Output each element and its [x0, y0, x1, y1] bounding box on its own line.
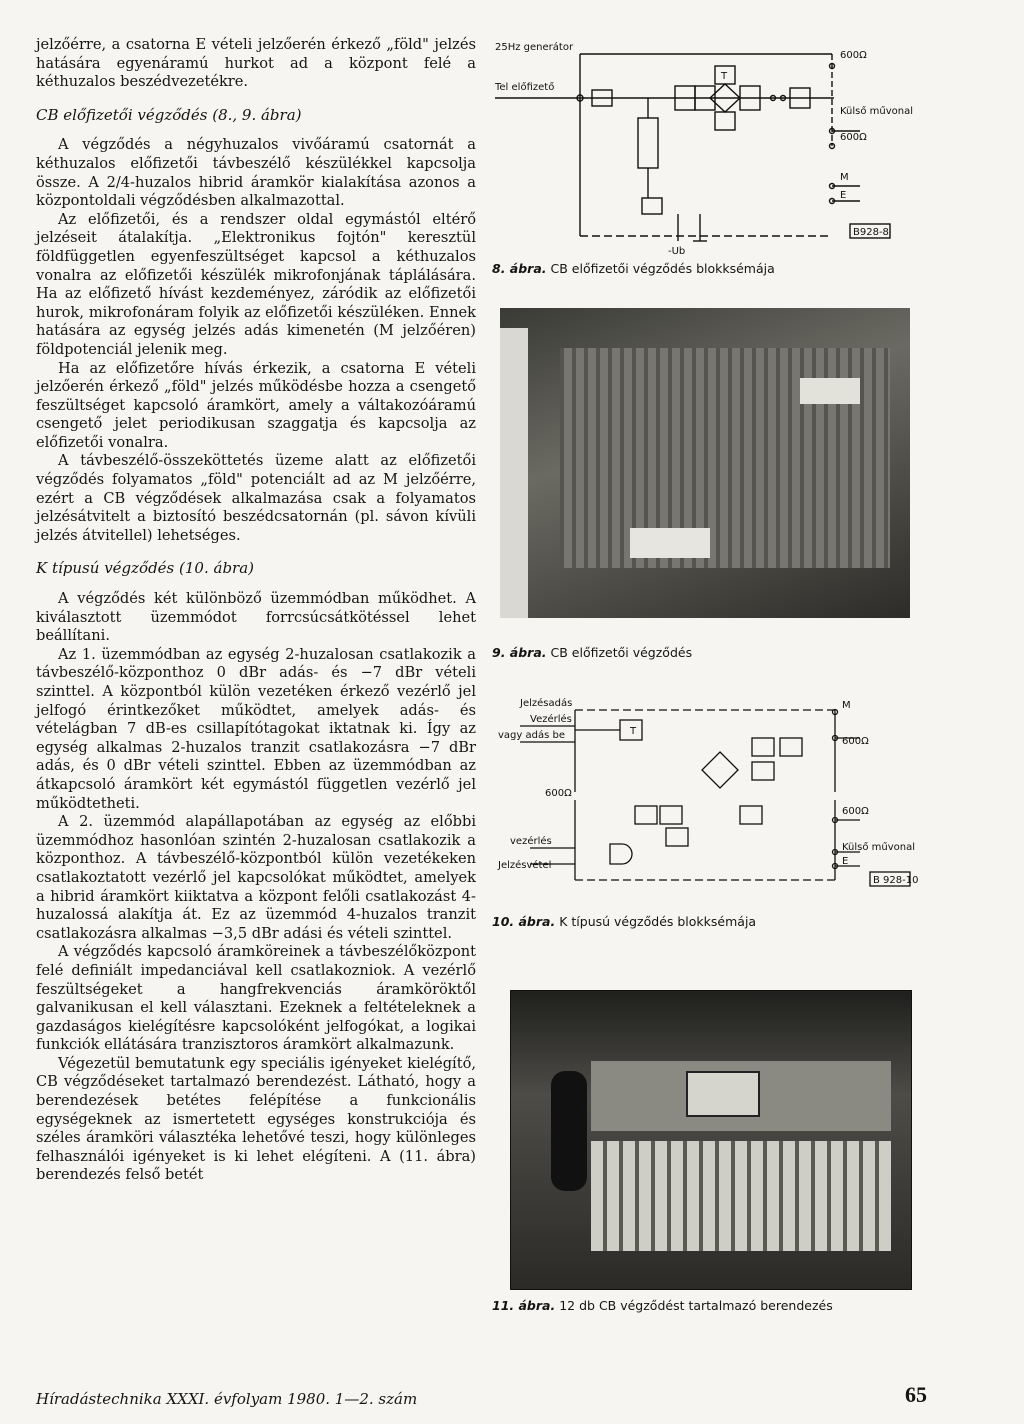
paragraph: Ha az előfizetőre hívás érkezik, a csatorna E vételi jelzőerén érkező „föld" jelzés működésbe hozza a csengető feszültséget kapcsoló áramkört, amely a váltakozóáramú csengető jelet periodikusan szaggatja és kapcsolja az előfizetői vonalra. — [36, 359, 476, 451]
fig8-label-600-b: 600Ω — [840, 132, 867, 143]
board-front-panel — [500, 328, 528, 618]
figure-8-caption — [492, 261, 775, 276]
fig8-label-e: E — [840, 190, 847, 201]
fig8-label-600-a: 600Ω — [840, 50, 867, 61]
caption-number: 11. ábra. — [492, 1298, 556, 1313]
caption-number: 10. ábra. — [492, 914, 556, 929]
paragraph: A végződés két különböző üzemmódban működhet. A kiválasztott üzemmódot forrcsúcsátkötéssel lehet beállítani. — [36, 590, 476, 645]
fig8-label-code: B928-8 — [853, 227, 889, 238]
paragraph: Végezetül bemutatunk egy speciális igényeket kielégítő, CB végződéseket tartalmazó berendezést. Látható, hogy a berendezések betétes felépítése a funkcionális egységeknek az ismertetett egységes konstrukciója és széles áramköri választéka lehetővé teszi, hogy különleges felhasználói igényeket is ki lehet elégíteni. A (11. ábra) berendezés felső betét — [36, 1054, 476, 1184]
figure-11-caption — [492, 1298, 833, 1313]
section-heading-cb: CB előfizetői végződés (8., 9. ábra) — [36, 105, 302, 124]
fig8-label-m: M — [840, 172, 849, 183]
telephone-handset — [551, 1071, 587, 1191]
paragraph: jelzőérre, a csatorna E vételi jelzőerén érkező „föld" jelzés hatására egyenáramú hurkot ad a központ felé a kéthuzalos beszédvezetékre. — [36, 36, 476, 91]
paragraph: Az 1. üzemmódban az egység 2-huzalosan csatlakozik a távbeszélő-központhoz 0 dBr adás- és −7 dBr vételi szinttel. A központból külön vezetéken érkező vezérlő jel jelfogó érintkezőket működtet, amelyek adás- és vételágban 7 dB-es csillapítótagokat iktatnak ki. Így az egység alkalmas 2-huzalos tranzit csatlakozásra −7 dBr adás, és 0 dBr vételi szinttel. Ebben az üzemmódban az átkapcsoló áramkört két egymástól független vezérlő jel működtetheti. — [36, 645, 476, 812]
figure-11-photo-equipment — [510, 990, 912, 1290]
fig10-label-kulso: Külső művonal — [842, 842, 916, 853]
figure-9-caption — [492, 645, 692, 660]
figure-10-caption — [492, 914, 756, 929]
fig10-label-600-b: 600Ω — [545, 788, 572, 799]
fig10-label-vagy-adas-be: vagy adás be — [498, 730, 565, 741]
plug-in-modules — [591, 1141, 891, 1251]
paragraph: A távbeszélő-összeköttetés üzeme alatt az előfizetői végződés folyamatos „föld" potenciált ad az M jelzőérre, ezért a CB végződések alkalmazása csak a folyamatos jelzésátvitelt a biztosító beszédcsatornán (pl. sávon kívüli jelzés átvitellel) lehetséges. — [36, 452, 476, 544]
caption-text: CB előfizetői végződés — [550, 645, 693, 660]
caption-text: 12 db CB végződést tartalmazó berendezés — [559, 1298, 833, 1313]
caption-number: 9. ábra. — [492, 645, 547, 660]
fig10-label-e: E — [842, 856, 849, 867]
fig10-label-jelzesvetel: Jelzésvétel — [498, 860, 552, 871]
page-number: 65 — [905, 1382, 927, 1407]
left-text-column — [36, 36, 476, 1185]
fig10-label-vezerles: Vezérlés — [530, 714, 572, 725]
caption-number: 8. ábra. — [492, 261, 547, 276]
fig10-label-600-a: 600Ω — [842, 736, 869, 747]
paragraph: A végződés a négyhuzalos vivőáramú csatornát a kéthuzalos előfizetői távbeszélő készülékkel kapcsolja össze. A 2/4-huzalos hibrid áramkör kialakítása azonos a központoldali végződésben alkalmazottal. — [36, 136, 476, 210]
section-heading-k: K típusú végződés (10. ábra) — [36, 559, 255, 578]
figure-9-photo-circuit-board — [500, 308, 910, 618]
fig10-label-code: B 928-10 — [873, 875, 919, 886]
fig8-label-generator: 25Hz generátor — [495, 42, 574, 53]
paragraph: Az előfizetői, és a rendszer oldal egymástól eltérő jelzéseit átalakítja. „Elektronikus fojtón" keresztül földfüggetlen egyenfeszültséget kapcsol a kéthuzalos vonalra az előfizetői készülék mikrofonjának táplálására. Ha az előfizető hívást kezdeményez, záródik az előfizetői hurok, mikrofonáram folyik az előfizetői készüléken. Ennek hatására az egység jelzés adás kimenetén (M jelzőéren) földpotenciál jelenik meg. — [36, 210, 476, 358]
fig8-label-t: T — [721, 71, 728, 82]
fig8-label-ub: -Ub — [668, 246, 686, 257]
fig10-label-jelzesadas: Jelzésadás — [520, 698, 573, 709]
caption-text: K típusú végződés blokksémája — [559, 914, 757, 929]
fig10-label-600-c: 600Ω — [842, 806, 869, 817]
paragraph: A 2. üzemmód alapállapotában az egység az előbbi üzemmódhoz hasonlóan szintén 2-huzalosan csatlakozik a központhoz. A távbeszélő-központból külön vezetékeken csatlakoztatott vezérlő jel kapcsolókat működtet, amelyek a hibrid áramkört kiiktatva a központ felőli csatlakozást 4-huzalossá alakítja át. Ez az üzemmód 4-huzalos tranzit csatlakozásra alkalmas −3,5 dBr adási és vételi szinttel. — [36, 813, 476, 942]
fig10-label-t: T — [630, 726, 637, 737]
fig8-label-kulso: Külső művonal — [840, 106, 914, 117]
capacitor — [630, 528, 710, 558]
figure-8-block-diagram — [490, 36, 914, 266]
journal-footer: Híradástechnika XXXI. évfolyam 1980. 1—2. szám — [36, 1390, 418, 1408]
figure-10-block-diagram-main — [490, 692, 910, 802]
caption-text: CB előfizetői végződés blokksémája — [550, 261, 775, 276]
figure-10-block-diagram-lower — [490, 788, 919, 900]
capacitor — [800, 378, 860, 404]
fig10-label-vezerles-2: vezérlés — [510, 836, 552, 847]
meter-display — [686, 1071, 760, 1117]
fig8-label-subscriber: Tel előfizető — [495, 82, 555, 93]
fig10-label-m: M — [842, 700, 851, 711]
paragraph: A végződés kapcsoló áramköreinek a távbeszélőközpont felé definiált impedanciával kell csatlakozniok. A vezérlő feszültségeket a hangfrekvenciás áramköröktől galvanikusan el kell választani. Ezeknek a feltételeknek a gazdaságos kielégítésre kapcsolóként jelfogókat, a logikai funkciók ellátására tranzisztoros áramkört alkalmazunk. — [36, 943, 476, 1054]
